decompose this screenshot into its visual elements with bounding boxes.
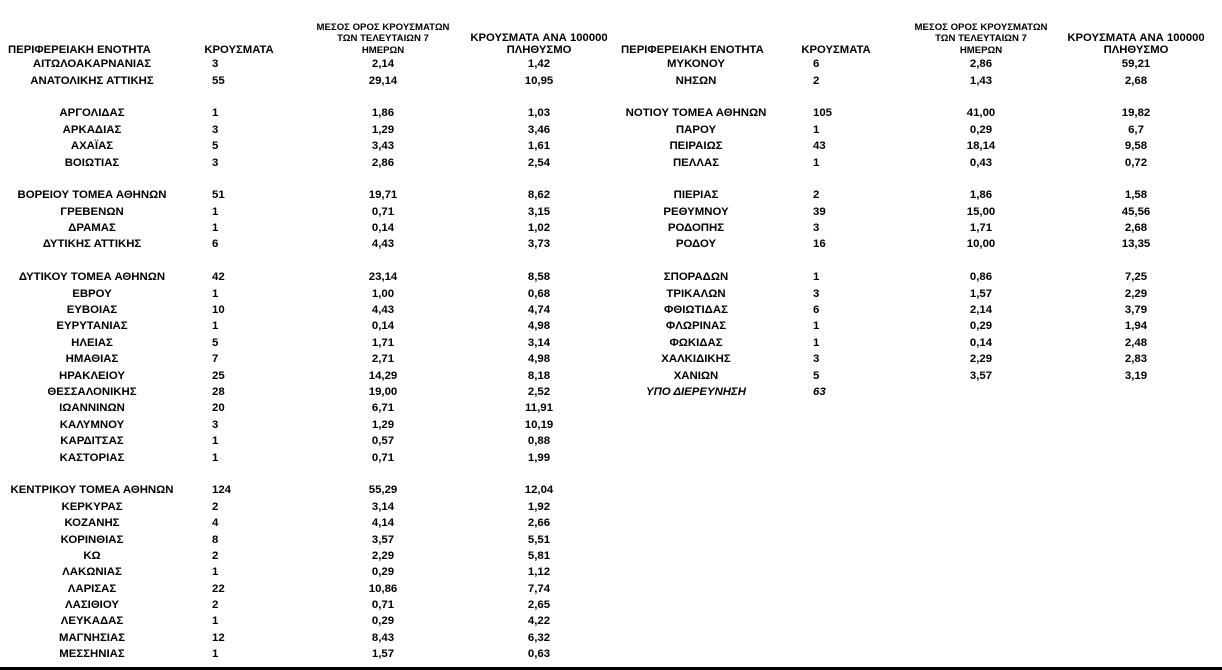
avg-cell: 15,00 <box>966 205 996 218</box>
avg-cell: 1,00 <box>371 287 395 300</box>
table-row <box>8 269 614 285</box>
table-row <box>8 630 614 646</box>
cases-cell: 43 <box>813 140 826 153</box>
table-row <box>8 367 614 383</box>
avg-cell: 2,29 <box>969 353 993 366</box>
cases-cell: 1 <box>212 287 219 300</box>
per100k-cell: 11,91 <box>525 402 553 415</box>
avg-cell: 8,43 <box>371 631 395 644</box>
per100k-cell: 4,22 <box>527 615 551 628</box>
cases-cell: 8 <box>212 533 219 546</box>
region-cell: ΗΛΕΙΑΣ <box>71 336 113 349</box>
left-table-body <box>8 56 614 662</box>
per100k-cell: 0,88 <box>527 435 551 448</box>
region-cell: ΗΜΑΘΙΑΣ <box>65 353 119 366</box>
region-cell: ΠΙΕΡΙΑΣ <box>673 189 719 202</box>
region-cell: ΦΩΚΙΔΑΣ <box>669 336 723 349</box>
per100k-cell: 2,48 <box>1124 336 1148 349</box>
group-spacer <box>621 171 1211 187</box>
region-cell: ΠΑΡΟΥ <box>675 123 717 136</box>
table-row <box>8 482 614 498</box>
cases-cell: 3 <box>212 123 219 136</box>
cases-cell: 1 <box>212 435 219 448</box>
cases-cell: 3 <box>212 156 219 169</box>
per100k-cell: 3,15 <box>527 205 551 218</box>
region-cell: ΓΡΕΒΕΝΩΝ <box>60 205 124 218</box>
per100k-cell: 1,12 <box>527 566 551 579</box>
table-row <box>8 417 614 433</box>
avg-cell: 0,71 <box>371 205 395 218</box>
region-cell: ΕΥΒΟΙΑΣ <box>66 304 118 317</box>
avg-cell: 2,29 <box>371 549 395 562</box>
region-cell: ΦΘΙΩΤΙΔΑΣ <box>664 304 728 317</box>
cases-cell: 4 <box>212 517 219 530</box>
region-cell: ΘΕΣΣΑΛΟΝΙΚΗΣ <box>47 386 137 398</box>
region-cell: ΝΟΤΙΟΥ ΤΟΜΕΑ ΑΘΗΝΩΝ <box>625 107 767 120</box>
per100k-cell: 4,98 <box>527 320 551 333</box>
cases-cell: 1 <box>813 271 820 284</box>
cases-cell: 1 <box>212 615 219 628</box>
per100k-cell: 1,58 <box>1124 189 1148 202</box>
avg-cell: 3,57 <box>371 533 395 546</box>
right-table-header <box>621 12 1211 56</box>
per100k-cell: 2,66 <box>527 517 551 530</box>
region-cell: ΕΒΡΟΥ <box>72 287 112 300</box>
cases-cell: 105 <box>813 107 833 120</box>
cases-cell: 2 <box>212 599 219 612</box>
avg-cell: 1,86 <box>371 107 395 120</box>
per100k-cell: 7,74 <box>527 582 551 595</box>
cases-cell: 2 <box>813 189 820 202</box>
avg-cell: 0,29 <box>371 615 395 628</box>
cases-cell: 12 <box>212 631 225 644</box>
region-cell: ΚΟΖΑΝΗΣ <box>64 517 120 530</box>
table-row <box>8 154 614 170</box>
avg-cell: 1,43 <box>969 74 993 87</box>
table-row <box>621 285 1211 301</box>
table-row <box>8 138 614 154</box>
table-row <box>621 56 1211 72</box>
avg-cell: 0,57 <box>371 435 395 448</box>
table-row <box>621 351 1211 367</box>
region-column-header: ΠΕΡΙΦΕΡΕΙΑΚΗ ΕΝΟΤΗΤΑ <box>621 44 764 56</box>
region-cell: ΛΑΚΩΝΙΑΣ <box>62 566 122 579</box>
per100k-cell: 1,02 <box>527 222 551 235</box>
table-row <box>8 548 614 564</box>
region-cell: ΜΑΓΝΗΣΙΑΣ <box>58 631 126 644</box>
avg-cell: 1,29 <box>371 123 395 136</box>
group-spacer <box>8 466 614 482</box>
avg-cell: 19,00 <box>368 386 398 398</box>
per100k-cell: 2,65 <box>527 599 551 612</box>
cases-cell: 22 <box>212 582 225 595</box>
region-cell: ΒΟΡΕΙΟΥ ΤΟΜΕΑ ΑΘΗΝΩΝ <box>17 189 167 202</box>
table-row <box>621 138 1211 154</box>
region-cell: ΑΧΑΪΑΣ <box>70 140 114 153</box>
cases-cell: 2 <box>813 74 820 87</box>
region-cell: ΚΕΡΚΥΡΑΣ <box>61 500 123 513</box>
region-cell: ΒΟΙΩΤΙΑΣ <box>64 156 120 169</box>
per100k-cell: 1,03 <box>527 107 551 120</box>
per100k-cell: 3,46 <box>527 123 551 136</box>
per100k-cell: 10,19 <box>524 418 554 431</box>
table-row <box>621 105 1211 121</box>
cases-cell: 16 <box>813 238 826 251</box>
avg-cell: 2,71 <box>371 353 395 366</box>
region-cell: ΛΑΡΙΣΑΣ <box>67 582 117 595</box>
avg-cell: 4,14 <box>371 517 395 530</box>
per100k-cell: 5,81 <box>527 549 551 562</box>
cases-cell: 6 <box>813 58 820 71</box>
table-row <box>8 449 614 465</box>
table-row <box>8 220 614 236</box>
per100k-cell: 3,14 <box>527 336 551 349</box>
avg-cell: 4,43 <box>371 304 395 317</box>
avg-cell: 1,86 <box>969 189 993 202</box>
under-investigation-cases: 63 <box>813 386 826 398</box>
table-row <box>8 400 614 416</box>
per100k-cell: 1,94 <box>1124 320 1148 333</box>
region-cell: ΑΡΚΑΔΙΑΣ <box>62 123 122 136</box>
table-row <box>621 187 1211 203</box>
cases-cell: 5 <box>813 369 820 382</box>
per100k-cell: 0,63 <box>527 648 551 661</box>
right-table-body <box>621 56 1211 384</box>
table-row <box>8 335 614 351</box>
table-row <box>621 220 1211 236</box>
cases-column-header: ΚΡΟΥΣΜΑΤΑ <box>801 44 871 56</box>
cases-cell: 2 <box>212 500 219 513</box>
avg-cell: 0,86 <box>969 271 993 284</box>
table-row <box>621 335 1211 351</box>
avg-cell: 2,86 <box>969 58 993 71</box>
table-row <box>8 531 614 547</box>
region-column-header: ΠΕΡΙΦΕΡΕΙΑΚΗ ΕΝΟΤΗΤΑ <box>8 44 151 56</box>
under-investigation-label: ΥΠΟ ΔΙΕΡΕΥΝΗΣΗ <box>646 386 746 398</box>
table-row <box>621 302 1211 318</box>
cases-cell: 2 <box>212 549 219 562</box>
table-row <box>8 318 614 334</box>
avg-cell: 6,71 <box>371 402 395 415</box>
avg-cell: 55,29 <box>368 484 398 497</box>
avg-cell: 0,14 <box>371 320 395 333</box>
cases-cell: 1 <box>212 107 219 120</box>
region-cell: ΝΗΣΩΝ <box>675 74 717 87</box>
region-cell: ΔΥΤΙΚΟΥ ΤΟΜΕΑ ΑΘΗΝΩΝ <box>18 271 166 284</box>
avg-cell: 0,71 <box>371 451 395 464</box>
per100k-cell: 2,68 <box>1124 74 1148 87</box>
per100k-cell: 12,04 <box>524 484 554 497</box>
right-cases-table <box>621 12 1211 400</box>
avg-cell: 1,71 <box>371 336 395 349</box>
table-row <box>8 285 614 301</box>
table-row <box>621 204 1211 220</box>
avg-cell: 2,14 <box>371 58 395 71</box>
cases-cell: 1 <box>813 320 820 333</box>
region-cell: ΣΠΟΡΑΔΩΝ <box>663 271 729 284</box>
table-row <box>8 384 614 400</box>
per100k-cell: 1,42 <box>527 58 551 71</box>
avg-column-header: ΜΕΣΟΣ ΟΡΟΣ ΚΡΟΥΣΜΑΤΩΝ ΤΩΝ ΤΕΛΕΥΤΑΙΩΝ 7 ΗΜΕΡΩΝ <box>316 21 450 56</box>
cases-cell: 1 <box>212 648 219 661</box>
avg-cell: 1,57 <box>371 648 395 661</box>
table-row <box>8 122 614 138</box>
per100k-column-header: ΚΡΟΥΣΜΑΤΑ ΑΝΑ 100000 ΠΛΗΘΥΣΜΟ <box>1067 32 1205 56</box>
avg-cell: 14,29 <box>368 369 398 382</box>
per100k-cell: 59,21 <box>1121 58 1151 71</box>
region-cell: ΔΥΤΙΚΗΣ ΑΤΤΙΚΗΣ <box>42 238 142 251</box>
region-cell: ΦΛΩΡΙΝΑΣ <box>665 320 727 333</box>
cases-cell: 6 <box>813 304 820 317</box>
table-row <box>621 122 1211 138</box>
avg-cell: 3,57 <box>969 369 993 382</box>
region-cell: ΚΩ <box>83 549 101 562</box>
per100k-cell: 45,56 <box>1121 205 1151 218</box>
per100k-cell: 4,74 <box>527 304 551 317</box>
region-cell: ΛΑΣΙΘΙΟΥ <box>65 599 119 612</box>
table-row <box>8 302 614 318</box>
per100k-cell: 7,25 <box>1124 271 1148 284</box>
cases-column-header: ΚΡΟΥΣΜΑΤΑ <box>204 44 274 56</box>
table-row <box>8 204 614 220</box>
region-cell: ΙΩΑΝΝΙΝΩΝ <box>59 402 125 415</box>
group-spacer <box>8 89 614 105</box>
per100k-cell: 2,52 <box>527 386 551 398</box>
cases-cell: 7 <box>212 353 219 366</box>
avg-cell: 4,43 <box>371 238 395 251</box>
per100k-cell: 13,35 <box>1121 238 1151 251</box>
cases-cell: 1 <box>212 205 219 218</box>
region-cell: ΠΕΛΛΑΣ <box>672 156 720 169</box>
group-spacer <box>8 253 614 269</box>
avg-cell: 0,14 <box>371 222 395 235</box>
table-row <box>621 72 1211 88</box>
table-row <box>621 269 1211 285</box>
region-cell: ΡΕΘΥΜΝΟΥ <box>663 205 729 218</box>
avg-cell: 0,43 <box>969 156 993 169</box>
region-cell: ΚΑΛΥΜΝΟΥ <box>59 418 125 431</box>
table-row <box>8 187 614 203</box>
per100k-cell: 3,79 <box>1124 304 1148 317</box>
table-row <box>8 105 614 121</box>
avg-column-header: ΜΕΣΟΣ ΟΡΟΣ ΚΡΟΥΣΜΑΤΩΝ ΤΩΝ ΤΕΛΕΥΤΑΙΩΝ 7 ΗΜΕΡΩΝ <box>914 21 1048 56</box>
per100k-cell: 0,68 <box>527 287 551 300</box>
per100k-cell: 1,61 <box>527 140 551 153</box>
cases-cell: 1 <box>212 222 219 235</box>
avg-cell: 19,71 <box>368 189 398 202</box>
cases-cell: 1 <box>212 566 219 579</box>
region-cell: ΔΡΑΜΑΣ <box>68 222 116 235</box>
per100k-cell: 3,73 <box>527 238 551 251</box>
cases-cell: 6 <box>212 238 219 251</box>
region-cell: ΡΟΔΟΠΗΣ <box>667 222 725 235</box>
per100k-cell: 8,62 <box>527 189 551 202</box>
cases-cell: 25 <box>212 369 225 382</box>
avg-cell: 0,29 <box>969 123 993 136</box>
per100k-cell: 4,98 <box>527 353 551 366</box>
per100k-cell: 2,29 <box>1124 287 1148 300</box>
per100k-cell: 6,32 <box>527 631 551 644</box>
avg-cell: 0,71 <box>371 599 395 612</box>
region-cell: ΛΕΥΚΑΔΑΣ <box>60 615 124 628</box>
table-row <box>8 581 614 597</box>
avg-cell: 41,00 <box>966 107 996 120</box>
cases-cell: 1 <box>813 336 820 349</box>
table-row <box>8 433 614 449</box>
cases-cell: 28 <box>212 386 225 398</box>
region-cell: ΚΕΝΤΡΙΚΟΥ ΤΟΜΕΑ ΑΘΗΝΩΝ <box>10 484 174 497</box>
table-row <box>8 72 614 88</box>
region-cell: ΚΑΣΤΟΡΙΑΣ <box>59 451 125 464</box>
avg-cell: 1,29 <box>371 418 395 431</box>
table-row <box>8 646 614 662</box>
region-cell: ΑΡΓΟΛΙΔΑΣ <box>59 107 125 120</box>
group-spacer <box>621 253 1211 269</box>
avg-cell: 2,86 <box>371 156 395 169</box>
avg-cell: 18,14 <box>966 140 996 153</box>
per100k-column-header: ΚΡΟΥΣΜΑΤΑ ΑΝΑ 100000 ΠΛΗΘΥΣΜΟ <box>470 32 608 56</box>
per100k-cell: 19,82 <box>1121 107 1151 120</box>
table-row <box>621 236 1211 252</box>
cases-cell: 10 <box>212 304 225 317</box>
avg-cell: 0,29 <box>371 566 395 579</box>
avg-cell: 0,29 <box>969 320 993 333</box>
avg-cell: 10,00 <box>966 238 996 251</box>
table-row <box>8 351 614 367</box>
table-row <box>8 613 614 629</box>
region-cell: ΑΙΤΩΛΟΑΚΑΡΝΑΝΙΑΣ <box>32 58 152 71</box>
left-cases-table <box>8 12 614 662</box>
avg-cell: 0,14 <box>969 336 993 349</box>
per100k-cell: 10,95 <box>524 74 554 87</box>
table-row <box>621 367 1211 383</box>
region-cell: ΜΥΚΟΝΟΥ <box>666 58 725 71</box>
under-investigation-row <box>621 384 1211 400</box>
cases-cell: 3 <box>212 58 219 71</box>
left-table-header <box>8 12 614 56</box>
table-row <box>8 515 614 531</box>
avg-cell: 1,57 <box>969 287 993 300</box>
cases-cell: 39 <box>813 205 826 218</box>
cases-cell: 55 <box>212 74 225 87</box>
region-cell: ΤΡΙΚΑΛΩΝ <box>666 287 726 300</box>
table-row <box>8 499 614 515</box>
cases-cell: 1 <box>212 451 219 464</box>
cases-cell: 42 <box>212 271 225 284</box>
avg-cell: 10,86 <box>368 582 398 595</box>
cases-cell: 1 <box>212 320 219 333</box>
avg-cell: 23,14 <box>368 271 398 284</box>
cases-cell: 51 <box>212 189 225 202</box>
per100k-cell: 1,99 <box>527 451 551 464</box>
per100k-cell: 9,58 <box>1124 140 1148 153</box>
per100k-cell: 2,54 <box>527 156 551 169</box>
region-cell: ΚΟΡΙΝΘΙΑΣ <box>60 533 124 546</box>
per100k-cell: 0,72 <box>1124 156 1148 169</box>
cases-cell: 5 <box>212 140 219 153</box>
cases-cell: 124 <box>212 484 232 497</box>
cases-cell: 1 <box>813 156 820 169</box>
per100k-cell: 2,68 <box>1124 222 1148 235</box>
per100k-cell: 3,19 <box>1124 369 1148 382</box>
per100k-cell: 2,83 <box>1124 353 1148 366</box>
per100k-cell: 6,7 <box>1128 123 1144 136</box>
per100k-cell: 8,18 <box>527 369 551 382</box>
region-cell: ΧΑΛΚΙΔΙΚΗΣ <box>661 353 731 366</box>
per100k-cell: 5,51 <box>527 533 551 546</box>
region-cell: ΚΑΡΔΙΤΣΑΣ <box>60 435 124 448</box>
avg-cell: 3,14 <box>371 500 395 513</box>
avg-cell: 3,43 <box>371 140 395 153</box>
per100k-cell: 1,92 <box>527 500 551 513</box>
region-cell: ΜΕΣΣΗΝΙΑΣ <box>59 648 125 661</box>
table-row <box>8 236 614 252</box>
region-cell: ΡΟΔΟΥ <box>675 238 717 251</box>
table-row <box>8 564 614 580</box>
region-cell: ΗΡΑΚΛΕΙΟΥ <box>59 369 125 382</box>
table-row <box>8 56 614 72</box>
cases-cell: 3 <box>813 222 820 235</box>
cases-cell: 5 <box>212 336 219 349</box>
cases-cell: 3 <box>212 418 219 431</box>
cases-cell: 3 <box>813 353 820 366</box>
avg-cell: 2,14 <box>969 304 993 317</box>
table-row <box>8 597 614 613</box>
avg-cell: 29,14 <box>368 74 398 87</box>
group-spacer <box>8 171 614 187</box>
avg-cell: 1,71 <box>969 222 993 235</box>
table-row <box>621 318 1211 334</box>
region-cell: ΑΝΑΤΟΛΙΚΗΣ ΑΤΤΙΚΗΣ <box>30 74 154 87</box>
region-cell: ΧΑΝΙΩΝ <box>673 369 719 382</box>
table-row <box>621 154 1211 170</box>
cases-cell: 1 <box>813 123 820 136</box>
cases-cell: 20 <box>212 402 225 415</box>
group-spacer <box>621 89 1211 105</box>
per100k-cell: 8,58 <box>527 271 551 284</box>
region-cell: ΕΥΡΥΤΑΝΙΑΣ <box>56 320 128 333</box>
region-cell: ΠΕΙΡΑΙΩΣ <box>669 140 723 153</box>
cases-cell: 3 <box>813 287 820 300</box>
